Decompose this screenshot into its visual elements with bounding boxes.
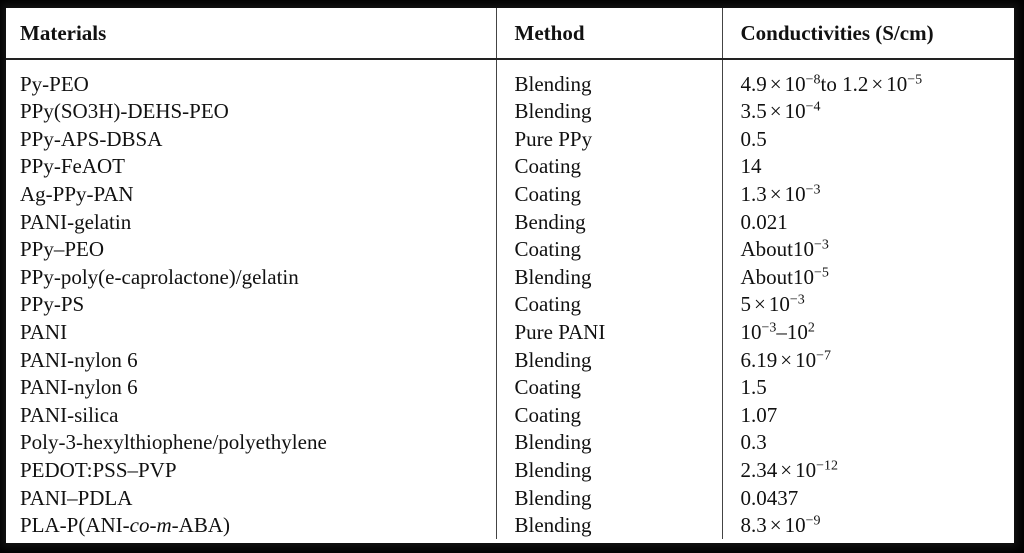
cell-method: Coating <box>496 291 722 319</box>
cell-material: PANI–PDLA <box>20 485 133 510</box>
table-row <box>6 512 1014 540</box>
header-row <box>6 8 1014 59</box>
cell-material: PANI-nylon 6 <box>20 347 138 372</box>
cell-conductivity: 14 <box>722 153 1014 181</box>
table-row <box>6 291 1014 319</box>
table-row <box>6 236 1014 264</box>
cell-conductivity: $4.9 \times 10^{-8}to$ $1.2 \times 10^{-5}$ <box>722 59 1014 98</box>
cell-material: Py-PEO <box>20 71 89 96</box>
cell-method: Blending <box>496 59 722 98</box>
cell-method: Pure PPy <box>496 125 722 153</box>
cell-material: PLA-P(ANI-co-m-ABA) <box>20 513 230 538</box>
cell-material: PANI <box>20 319 68 344</box>
cell-material: PPy(SO3H)-DEHS-PEO <box>20 99 229 124</box>
table-row <box>6 98 1014 126</box>
cell-material: PPy-APS-DBSA <box>20 126 163 151</box>
table-row <box>6 208 1014 236</box>
conductivity-table <box>6 8 1014 539</box>
cell-material: Ag-PPy-PAN <box>20 181 134 206</box>
cell-conductivity: 0.3 <box>722 429 1014 457</box>
cell-material: PPy-PS <box>20 292 85 317</box>
cell-method: Blending <box>496 263 722 291</box>
cell-method: Blending <box>496 429 722 457</box>
cell-conductivity: $About10^{-5}$ <box>722 263 1014 291</box>
cell-method: Bending <box>496 208 722 236</box>
table-row <box>6 484 1014 512</box>
cell-conductivity: $5 \times 10^{-3}$ <box>722 291 1014 319</box>
table-body <box>6 59 1014 539</box>
cell-method: Blending <box>496 484 722 512</box>
cell-conductivity: 0.021 <box>722 208 1014 236</box>
header-materials: Materials <box>6 8 496 59</box>
cell-conductivity: $3.5 \times 10^{-4}$ <box>722 98 1014 126</box>
cell-conductivity: 1.07 <box>722 401 1014 429</box>
cell-method: Blending <box>496 456 722 484</box>
table-row <box>6 346 1014 374</box>
cell-material: PPy-poly(e-caprolactone)/gelatin <box>20 264 299 289</box>
table-row <box>6 456 1014 484</box>
cell-conductivity: 0.5 <box>722 125 1014 153</box>
table-row <box>6 59 1014 98</box>
header-conductivity: Conductivities (S/cm) <box>722 8 1014 59</box>
table-row <box>6 180 1014 208</box>
table-row <box>6 263 1014 291</box>
cell-method: Blending <box>496 98 722 126</box>
cell-conductivity: $6.19 \times 10^{-7}$ <box>722 346 1014 374</box>
cell-material: PEDOT:PSS–PVP <box>20 457 177 482</box>
table-frame <box>6 8 1014 543</box>
cell-conductivity: $2.34 \times 10^{-12}$ <box>722 456 1014 484</box>
cell-method: Coating <box>496 236 722 264</box>
cell-material: Poly-3-hexylthiophene/polyethylene <box>20 430 327 455</box>
table-row <box>6 153 1014 181</box>
cell-conductivity: $8.3 \times 10^{-9}$ <box>722 512 1014 540</box>
table-row <box>6 318 1014 346</box>
cell-material: PANI-gelatin <box>20 209 132 234</box>
cell-conductivity: 0.0437 <box>722 484 1014 512</box>
cell-method: Coating <box>496 153 722 181</box>
cell-method: Coating <box>496 180 722 208</box>
cell-material: PPy-FeAOT <box>20 154 126 179</box>
cell-method: Blending <box>496 512 722 540</box>
table-row <box>6 429 1014 457</box>
cell-conductivity: $10^{-3}-10^2$ <box>722 318 1014 346</box>
cell-method: Blending <box>496 346 722 374</box>
table-row <box>6 125 1014 153</box>
cell-method: Coating <box>496 401 722 429</box>
table-row <box>6 374 1014 402</box>
cell-conductivity: $1.3 \times 10^{-3}$ <box>722 180 1014 208</box>
cell-method: Pure PANI <box>496 318 722 346</box>
cell-conductivity: 1.5 <box>722 374 1014 402</box>
cell-conductivity: $About10^{-3}$ <box>722 236 1014 264</box>
header-method: Method <box>496 8 722 59</box>
cell-material: PPy–PEO <box>20 237 105 262</box>
cell-material: PANI-nylon 6 <box>20 375 138 400</box>
cell-material: PANI-silica <box>20 402 119 427</box>
cell-method: Coating <box>496 374 722 402</box>
table-row <box>6 401 1014 429</box>
